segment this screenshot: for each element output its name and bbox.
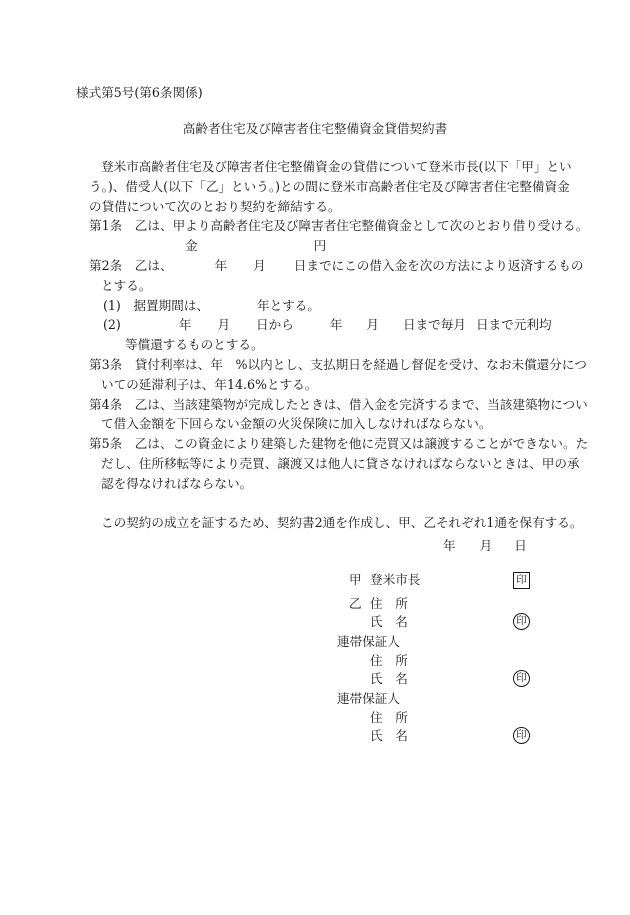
article-text: 認を得なければならない。 <box>101 475 253 491</box>
article-4 <box>89 395 588 435</box>
guarantor-1-label: 連帯保証人 <box>337 634 400 649</box>
article-2-item-1 <box>89 296 550 316</box>
party-b-name-label: 氏 名 <box>370 614 408 629</box>
party-a-label: 甲 <box>349 572 362 587</box>
article-text: とする。 <box>101 277 152 293</box>
article-2-item-2 <box>89 315 550 335</box>
article-text: 乙は、当該建築物が完成したときは、借入金を完済するまで、当該建築物につい <box>134 396 588 412</box>
seal-circle-icon: 印 <box>513 613 530 630</box>
article-label: 第2条 <box>89 257 123 273</box>
month-blank-label: 月 <box>253 257 266 273</box>
item-number: (1) <box>103 297 121 313</box>
article-label: 第5条 <box>89 436 123 452</box>
preamble-line: う。)、借受人(以下「乙」という。)との間に登米市高齢者住宅及び障害者住宅整備資金 <box>89 178 570 194</box>
guarantor-2-name-label: 氏 名 <box>370 728 408 743</box>
year-blank-label: 年 <box>214 257 228 273</box>
closing-statement: この契約の成立を証するため、契約書2通を作成し、甲、乙それぞれ1通を保有する。 <box>101 515 583 531</box>
article-label: 第4条 <box>89 396 123 412</box>
seal-square-icon: 印 <box>513 572 530 589</box>
item-text: 日から <box>256 317 294 333</box>
preamble-line: の貸借について次のとおり契約を締結する。 <box>89 198 341 214</box>
seal-circle-icon: 印 <box>513 727 530 744</box>
date-day-label: 日 <box>514 538 527 553</box>
article-5 <box>89 434 589 493</box>
item-text: 日まで毎月 <box>403 317 466 333</box>
article-1 <box>89 216 589 256</box>
article-3 <box>89 355 587 395</box>
guarantor-1-name-label: 氏 名 <box>370 671 408 686</box>
article-text: て借入金額を下回らない金額の火災保険に加入しなければならない。 <box>101 416 492 432</box>
article-label: 第1条 <box>89 218 123 234</box>
year-blank-label: 年 <box>178 317 192 333</box>
guarantor-2-label: 連帯保証人 <box>337 691 400 706</box>
article-text: だし、住所移転等により売買、譲渡又は他人に貸さなければならないときは、甲の承 <box>101 455 580 471</box>
guarantor-1-address-label: 住 所 <box>370 653 408 668</box>
amount-prefix: 金 <box>185 238 198 254</box>
form-number: 様式第5号(第6条関係) <box>76 85 203 100</box>
item-text: 日まで元利均 <box>475 317 552 333</box>
article-label: 第3条 <box>89 356 123 372</box>
item-text: 等償還するものとする。 <box>125 337 264 353</box>
contract-body <box>89 157 589 533</box>
contract-date <box>443 538 527 554</box>
year-blank-label: 年 <box>329 317 343 333</box>
month-blank-label: 月 <box>366 317 379 333</box>
party-a-name: 登米市長 <box>370 572 421 587</box>
article-text: 日までにこの借入金を次の方法により返済するもの <box>293 257 584 273</box>
seal-circle-icon: 印 <box>513 670 530 687</box>
article-text: 乙は、 <box>134 257 173 273</box>
document-title: 高齢者住宅及び障害者住宅整備資金貸借契約書 <box>182 121 448 136</box>
guarantor-2-address-label: 住 所 <box>370 710 408 725</box>
item-text: 据置期間は、 <box>133 297 209 313</box>
article-text: いての延滞利子は、年14.6%とする。 <box>101 376 318 392</box>
item-number: (2) <box>103 317 121 333</box>
month-blank-label: 月 <box>217 317 231 333</box>
article-text: 貸付利率は、年 %以内とし、支払期日を経過し督促を受け、なお未償還分につ <box>134 356 587 372</box>
article-text: 乙は、甲より高齢者住宅及び障害者住宅整備資金として次のとおり借り受ける。 <box>134 218 589 234</box>
date-year-label: 年 <box>443 538 456 553</box>
party-b-label: 乙 <box>349 596 362 611</box>
preamble-line: 登米市高齢者住宅及び障害者住宅整備資金の貸借について登米市長(以下「甲」とい <box>101 159 572 174</box>
article-2 <box>89 256 584 355</box>
item-text: 年とする。 <box>257 297 320 313</box>
date-month-label: 月 <box>479 538 493 553</box>
party-b-address-label: 住 所 <box>370 596 408 611</box>
article-text: 乙は、この資金により建築した建物を他に売買又は譲渡することができない。た <box>134 436 589 452</box>
preamble <box>89 157 572 216</box>
amount-suffix: 円 <box>313 238 327 254</box>
